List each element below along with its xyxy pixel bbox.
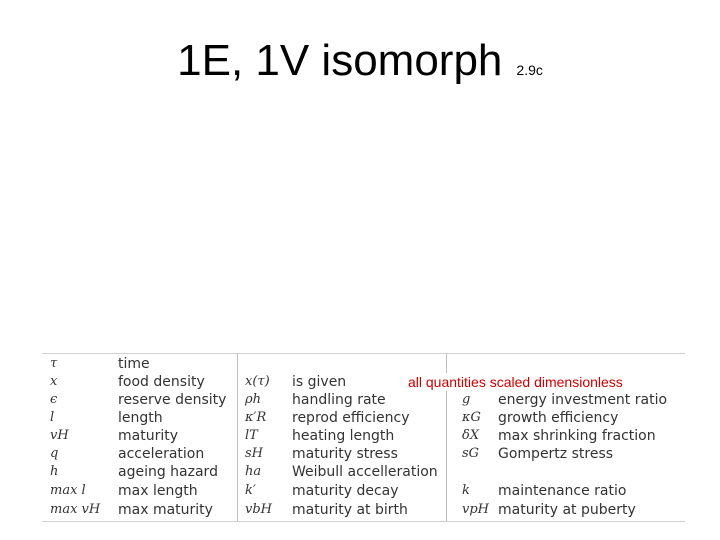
symbol-cell: ϵ xyxy=(50,392,58,407)
description-cell: handling rate xyxy=(292,392,386,408)
table-row xyxy=(42,445,685,463)
symbol-cell: q xyxy=(50,446,59,461)
table-row xyxy=(42,427,685,445)
description-cell: ageing hazard xyxy=(118,464,218,480)
symbol-cell: κ′R xyxy=(245,410,267,425)
description-cell: maturity stress xyxy=(292,446,398,462)
symbol-cell: x xyxy=(50,374,58,389)
symbol-cell: δX xyxy=(462,428,480,443)
table-row xyxy=(42,355,685,373)
symbol-cell: ρh xyxy=(245,392,262,407)
description-cell: maturity at birth xyxy=(292,502,408,518)
description-cell: maturity xyxy=(118,428,178,444)
description-cell: Weibull accelleration xyxy=(292,464,438,480)
description-cell: maintenance ratio xyxy=(498,483,627,499)
table-row xyxy=(42,482,685,500)
table-row xyxy=(42,391,685,409)
description-cell: time xyxy=(118,356,150,372)
symbol-cell: max l xyxy=(50,483,86,498)
symbol-cell: κG xyxy=(462,410,481,425)
description-cell: food density xyxy=(118,374,205,390)
table-row xyxy=(42,501,685,519)
description-cell: energy investment ratio xyxy=(498,392,668,408)
symbol-cell: max vH xyxy=(50,502,101,517)
symbol-cell: h xyxy=(50,464,59,479)
description-cell: reprod efficiency xyxy=(292,410,410,426)
description-cell: heating length xyxy=(292,428,395,444)
symbol-table xyxy=(42,353,685,522)
description-cell: Gompertz stress xyxy=(498,446,614,462)
symbol-cell: k xyxy=(462,483,470,498)
symbol-cell: vbH xyxy=(245,502,273,517)
slide-title-area xyxy=(0,36,720,86)
symbol-cell: τ xyxy=(50,356,58,371)
slide-number-tag: 2.9c xyxy=(516,62,543,78)
symbol-cell: sH xyxy=(245,446,264,461)
description-cell: maturity at puberty xyxy=(498,502,636,518)
description-cell: maturity decay xyxy=(292,483,399,499)
symbol-cell: g xyxy=(462,392,471,407)
table-row xyxy=(42,463,685,481)
table-row xyxy=(42,409,685,427)
description-cell: is given xyxy=(292,374,347,390)
scaling-note: all quantities scaled dimensionless xyxy=(408,374,623,390)
symbol-cell: sG xyxy=(462,446,480,461)
symbol-cell: x(τ) xyxy=(245,374,270,389)
description-cell: reserve density xyxy=(118,392,227,408)
symbol-cell: ha xyxy=(245,464,262,479)
symbol-cell: l xyxy=(50,410,55,425)
description-cell: max length xyxy=(118,483,198,499)
symbol-cell: vH xyxy=(50,428,69,443)
symbol-cell: vpH xyxy=(462,502,490,517)
description-cell: max maturity xyxy=(118,502,213,518)
slide-title: 1E, 1V isomorph xyxy=(177,36,503,85)
symbol-cell: lT xyxy=(245,428,258,443)
description-cell: length xyxy=(118,410,163,426)
description-cell: growth efficiency xyxy=(498,410,619,426)
symbol-cell: k′ xyxy=(245,483,256,498)
description-cell: acceleration xyxy=(118,446,205,462)
description-cell: max shrinking fraction xyxy=(498,428,656,444)
